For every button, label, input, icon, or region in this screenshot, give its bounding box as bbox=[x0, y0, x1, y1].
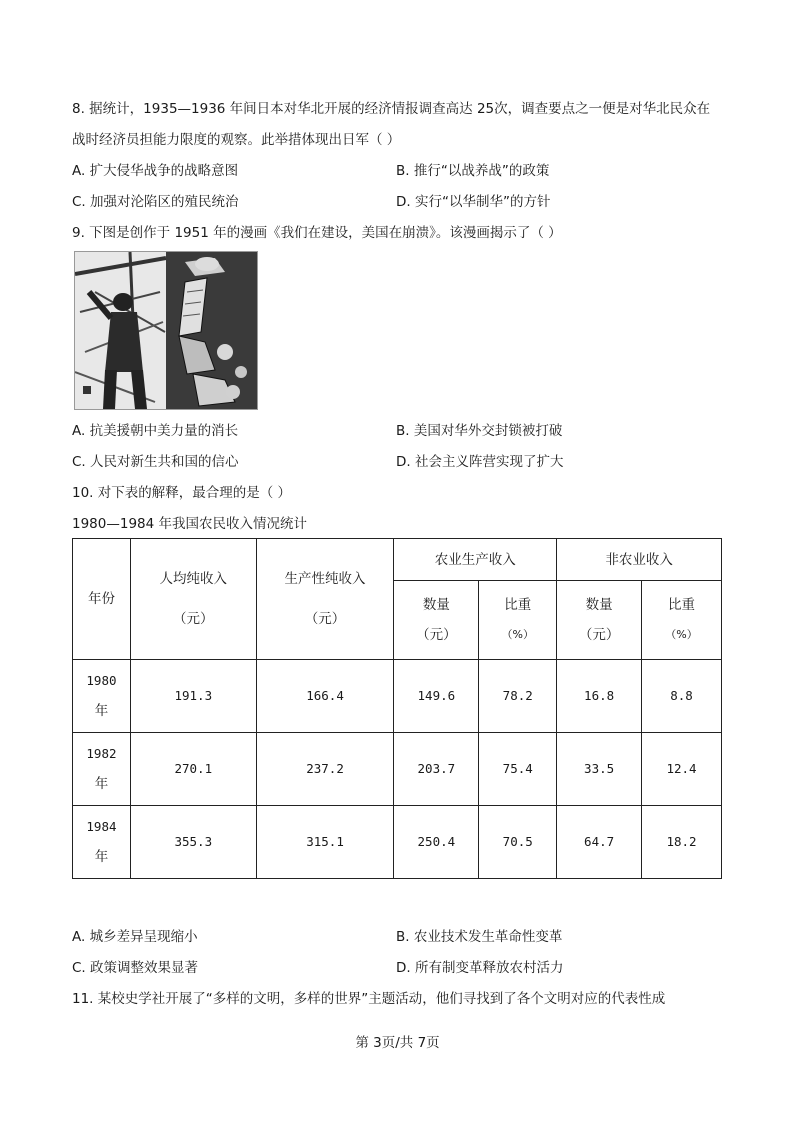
cell-productive: 237.2 bbox=[256, 733, 394, 806]
cell-year: 1984 年 bbox=[73, 806, 131, 879]
q11-stem: 11. 某校史学社开展了“多样的文明，多样的世界”主题活动，他们寻找到了各个文明对应的代表性成 bbox=[72, 991, 666, 1007]
q9-option-c[interactable]: C. 人民对新生共和国的信心 bbox=[72, 454, 239, 470]
q9-option-a[interactable]: A. 抗美援朝中美力量的消长 bbox=[72, 423, 239, 439]
q10-option-d[interactable]: D. 所有制变革释放农村活力 bbox=[396, 960, 564, 976]
table-caption: 1980—1984 年我国农民收入情况统计 bbox=[72, 516, 308, 532]
cell-agri-share: 75.4 bbox=[479, 733, 557, 806]
cell-non-share: 12.4 bbox=[642, 733, 722, 806]
q10-stem: 10. 对下表的解释，最合理的是（ ） bbox=[72, 485, 292, 501]
cell-agri-amount: 250.4 bbox=[394, 806, 479, 879]
cell-agri-amount: 149.6 bbox=[394, 660, 479, 733]
header-agri-amount: 数量 （元） bbox=[394, 581, 479, 660]
header-nonagri: 非农业收入 bbox=[557, 539, 722, 581]
page-footer: 第 3页/共 7页 bbox=[355, 1035, 440, 1051]
q8-option-c[interactable]: C. 加强对沦陷区的殖民统治 bbox=[72, 194, 239, 210]
header-year: 年份 bbox=[73, 539, 131, 660]
cell-non-amount: 33.5 bbox=[557, 733, 642, 806]
cartoon-image bbox=[74, 251, 258, 410]
q8-option-a[interactable]: A. 扩大侵华战争的战略意图 bbox=[72, 163, 239, 179]
header-non-amount: 数量 （元） bbox=[557, 581, 642, 660]
table-row bbox=[73, 660, 722, 733]
cell-non-amount: 64.7 bbox=[557, 806, 642, 879]
q8-option-d[interactable]: D. 实行“以华制华”的方针 bbox=[396, 194, 551, 210]
table-row bbox=[73, 806, 722, 879]
table-row bbox=[73, 733, 722, 806]
q10-option-c[interactable]: C. 政策调整效果显著 bbox=[72, 960, 199, 976]
cell-non-amount: 16.8 bbox=[557, 660, 642, 733]
cell-productive: 166.4 bbox=[256, 660, 394, 733]
header-agri-share: 比重 （%） bbox=[479, 581, 557, 660]
cell-agri-share: 78.2 bbox=[479, 660, 557, 733]
cell-agri-share: 70.5 bbox=[479, 806, 557, 879]
cell-percapita: 191.3 bbox=[130, 660, 256, 733]
q8-option-b[interactable]: B. 推行“以战养战”的政策 bbox=[396, 163, 550, 179]
q10-option-a[interactable]: A. 城乡差异呈现缩小 bbox=[72, 929, 198, 945]
q9-option-b[interactable]: B. 美国对华外交封锁被打破 bbox=[396, 423, 563, 439]
q8-stem-line2: 战时经济员担能力限度的观察。此举措体现出日军（ ） bbox=[72, 132, 401, 148]
header-agri: 农业生产收入 bbox=[394, 539, 557, 581]
q10-option-b[interactable]: B. 农业技术发生革命性变革 bbox=[396, 929, 563, 945]
q9-option-d[interactable]: D. 社会主义阵营实现了扩大 bbox=[396, 454, 564, 470]
header-non-share: 比重 （%） bbox=[642, 581, 722, 660]
q9-stem: 9. 下图是创作于 1951 年的漫画《我们在建设，美国在崩溃》。该漫画揭示了（ ） bbox=[72, 225, 562, 241]
cell-percapita: 270.1 bbox=[130, 733, 256, 806]
cell-year: 1980 年 bbox=[73, 660, 131, 733]
cell-year: 1982 年 bbox=[73, 733, 131, 806]
q8-stem-line1: 8. 据统计，1935—1936 年间日本对华北开展的经济情报调查高达 25次，调查要点之一便是对华北民众在 bbox=[72, 101, 711, 117]
cell-agri-amount: 203.7 bbox=[394, 733, 479, 806]
header-productive: 生产性纯收入 （元） bbox=[256, 539, 394, 660]
header-percapita: 人均纯收入 （元） bbox=[130, 539, 256, 660]
cell-productive: 315.1 bbox=[256, 806, 394, 879]
cell-non-share: 8.8 bbox=[642, 660, 722, 733]
income-table bbox=[72, 538, 722, 879]
cell-non-share: 18.2 bbox=[642, 806, 722, 879]
cell-percapita: 355.3 bbox=[130, 806, 256, 879]
